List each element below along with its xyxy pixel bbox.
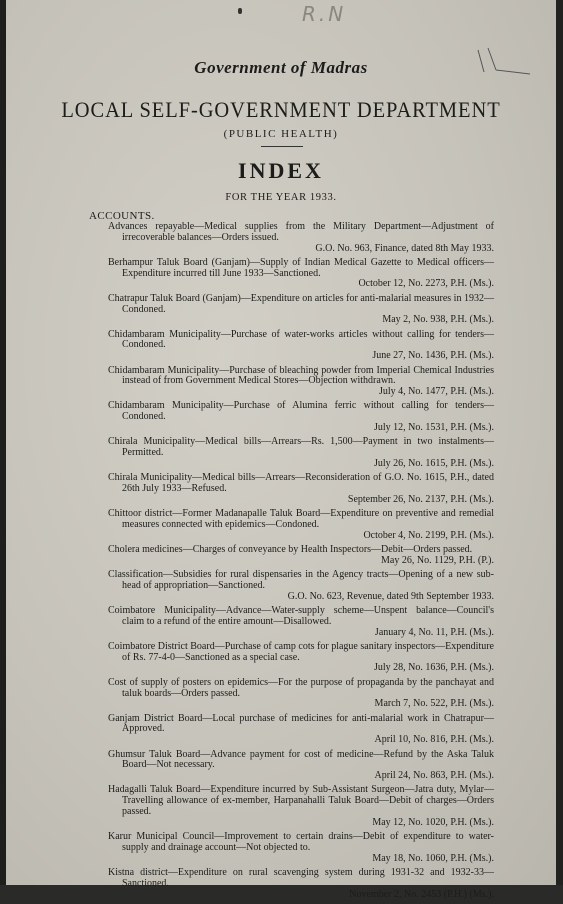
- index-entry: [108, 473, 494, 505]
- index-entry: [108, 868, 494, 900]
- entry-reference: June 27, No. 1436, P.H. (Ms.).: [372, 350, 494, 362]
- index-entry: [108, 545, 494, 567]
- index-entry: [108, 785, 494, 828]
- entry-text: Karur Municipal Council—Improvement to certain drains—Debit of expenditure to water-supply and drainage account—Not objected to.: [108, 831, 494, 853]
- entry-reference: July 26, No. 1615, P.H. (Ms.).: [373, 457, 494, 469]
- entry-text: Ghumsur Taluk Board—Advance payment for cost of medicine—Refund by the Aska Taluk Board—Not necessary.: [108, 748, 494, 771]
- index-entry: [108, 366, 494, 398]
- entry-reference: May 2, No. 938, P.H. (Ms.).: [382, 314, 494, 326]
- document-page: [6, 0, 556, 900]
- scan-right-edge: [556, 0, 563, 885]
- entry-text: Coimbatore District Board—Purchase of camp cots for plague sanitary inspectors—Expenditure of Rs. 77-4-0—Sanctioned as a special case.: [108, 640, 494, 663]
- entry-reference: October 4, No. 2199, P.H. (Ms.).: [363, 529, 494, 541]
- index-entry: [108, 606, 494, 638]
- entry-text: Berhampur Taluk Board (Ganjam)—Supply of Indian Medical Gazette to Medical officers—Expenditure incurred till June 1933—Sanctioned.: [108, 256, 494, 279]
- entry-reference: May 18, No. 1060, P.H. (Ms.).: [372, 852, 494, 864]
- ink-dot: [238, 8, 242, 14]
- index-entry: [108, 294, 494, 326]
- index-entry: [108, 832, 494, 864]
- entry-reference: G.O. No. 623, Revenue, dated 9th September 1933.: [287, 590, 494, 602]
- entry-text: Cost of supply of posters on epidemics—For the purpose of propaganda by the panchayat and taluk boards—Orders passed.: [108, 676, 494, 699]
- entry-reference: May 12, No. 1020, P.H. (Ms.).: [372, 816, 494, 828]
- index-entry: [108, 401, 494, 433]
- index-entry: [108, 330, 494, 362]
- entry-text: Advances repayable—Medical supplies from the Military Department—Adjustment of irrecoverable balances—Orders issued.: [108, 221, 494, 243]
- section-heading: ACCOUNTS.: [89, 210, 155, 222]
- entry-text: Chidambaram Municipality—Purchase of water-works articles without calling for tenders—Condoned.: [108, 328, 494, 351]
- index-entry: [108, 678, 494, 710]
- index-entry: [108, 750, 494, 782]
- index-entries: [108, 222, 494, 904]
- entry-reference: November 2, No. 2453 (P.H.) (Ms.).: [349, 888, 494, 900]
- index-entry: [108, 437, 494, 469]
- entry-text: Chirala Municipality—Medical bills—Arrears—Reconsideration of G.O. No. 1615, P.H., dated 26th July 1933—Refused.: [108, 472, 494, 495]
- entry-text: Ganjam District Board—Local purchase of medicines for anti-malarial work in Chatrapur—Approved.: [108, 712, 494, 735]
- entry-reference: July 28, No. 1636, P.H. (Ms.).: [373, 662, 494, 674]
- entry-reference: October 12, No. 2273, P.H. (Ms.).: [358, 278, 494, 290]
- index-entry: [108, 570, 494, 602]
- entry-text: Chirala Municipality—Medical bills—Arrears—Rs. 1,500—Payment in two instalments—Permitted.: [108, 436, 494, 459]
- entry-text: Classification—Subsidies for rural dispensaries in the Agency tracts—Opening of a new sub-head of appropriation—Sanctioned.: [108, 569, 494, 591]
- entry-reference: May 26, No. 1129, P.H. (P.).: [381, 554, 494, 566]
- index-title: INDEX: [238, 158, 324, 183]
- entry-text: Chidambaram Municipality—Purchase of bleaching powder from Imperial Chemical Industries instead of from Government Medical Stores—Objection withdrawn.: [108, 364, 494, 387]
- index-entry: [108, 258, 494, 290]
- government-heading: Government of Madras: [194, 58, 368, 77]
- entry-text: Kistna district—Expenditure on rural scavenging system during 1931-32 and 1932-33—Sanctioned.: [108, 867, 494, 889]
- index-entry: [108, 509, 494, 541]
- entry-reference: July 4, No. 1477, P.H. (Ms.).: [378, 386, 494, 398]
- entry-reference: July 12, No. 1531, P.H. (Ms.).: [373, 422, 494, 434]
- entry-reference: January 4, No. 11, P.H. (Ms.).: [374, 626, 494, 638]
- entry-reference: April 10, No. 816, P.H. (Ms.).: [374, 734, 494, 746]
- entry-reference: G.O. No. 963, Finance, dated 8th May 1933.: [315, 242, 494, 254]
- subdepartment-title: (PUBLIC HEALTH): [223, 128, 339, 140]
- department-title: LOCAL SELF-GOVERNMENT DEPARTMENT: [61, 97, 501, 122]
- entry-reference: September 26, No. 2137, P.H. (Ms.).: [347, 493, 494, 505]
- entry-text: Chatrapur Taluk Board (Ganjam)—Expenditure on articles for anti-malarial measures in 1932—Condoned.: [108, 292, 494, 315]
- index-entry: [108, 714, 494, 746]
- title-rule: [261, 146, 303, 147]
- index-entry: [108, 222, 494, 254]
- entry-reference: March 7, No. 522, P.H. (Ms.).: [374, 698, 494, 710]
- pencil-initials: R.N: [302, 2, 347, 26]
- year-line: FOR THE YEAR 1933.: [225, 192, 337, 203]
- entry-text: Chidambaram Municipality—Purchase of Alumina ferric without calling for tenders—Condoned.: [108, 400, 494, 423]
- entry-reference: April 24, No. 863, P.H. (Ms.).: [374, 770, 494, 782]
- entry-text: Hadagalli Taluk Board—Expenditure incurred by Sub-Assistant Surgeon—Jatra duty, Mylar—Travelling allowance of ex-member, Harpanahalli Taluk Board—Debit of charges—Orders passed.: [108, 784, 494, 818]
- entry-text: Chittoor district—Former Madanapalle Taluk Board—Expenditure on preventive and remedial measures connected with epidemics—Condoned.: [108, 508, 494, 530]
- entry-text: Cholera medicines—Charges of conveyance by Health Inspectors—Debit—Orders passed.: [108, 544, 473, 556]
- entry-text: Coimbatore Municipality—Advance—Water-supply scheme—Unspent balance—Council's claim to a refund of the entire amount—Disallowed.: [108, 605, 494, 627]
- index-entry: [108, 642, 494, 674]
